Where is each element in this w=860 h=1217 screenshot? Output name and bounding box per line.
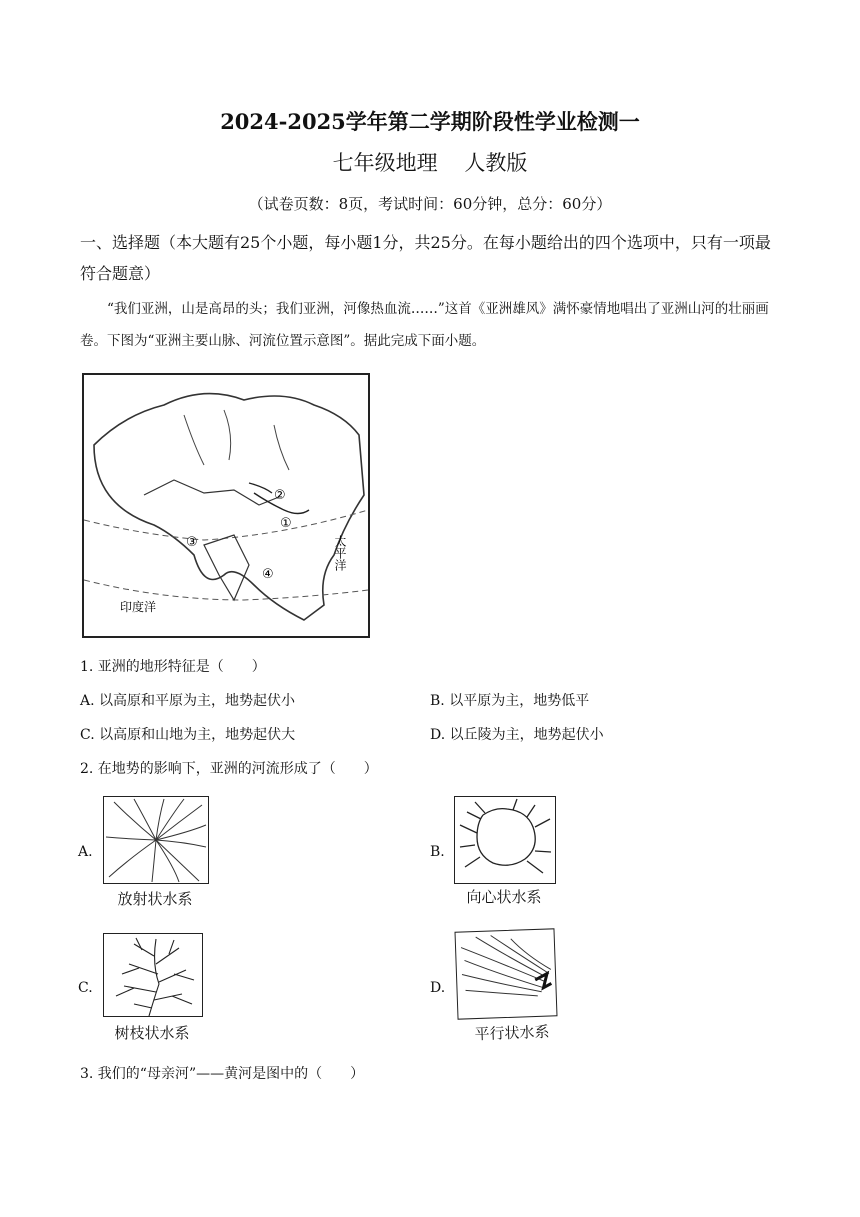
radial-drainage-figure [103,796,209,884]
page-title: 2024-2025学年第二学期阶段性学业检测一 [220,109,640,134]
map-marker-4: ④ [262,567,274,582]
page-subtitle: 七年级地理 人教版 [332,151,528,175]
radial-drainage-caption: 放射状水系 [117,890,193,908]
centripetal-drainage-figure [454,796,556,884]
asia-map-drawing [84,375,368,636]
question-2-option-a[interactable]: A. [78,844,93,860]
centripetal-drainage-caption: 向心状水系 [466,888,542,906]
map-marker-3: ③ [186,535,198,550]
question-2-option-d[interactable]: D. [430,980,446,996]
parallel-drainage-drawing [456,929,557,1018]
asia-map [82,373,370,638]
intro-paragraph: “我们亚洲，山是高昂的头；我们亚洲，河像热血流……”这首《亚洲雄风》满怀豪情地唱出了亚洲山河的壮丽画卷。下图为“亚洲主要山脉、河流位置示意图”。据此完成下面小题。 [80,301,769,349]
question-1-stem: 1. 亚洲的地形特征是（ ） [80,659,266,675]
dendritic-drainage-caption: 树枝状水系 [114,1024,190,1042]
question-1-option-d[interactable]: D. 以丘陵为主，地势起伏小 [430,727,604,743]
pacific-label: 太平洋 [333,535,347,571]
parallel-drainage-figure [454,928,557,1019]
map-marker-1: ① [280,516,292,531]
question-3-stem: 3. 我们的“母亲河”——黄河是图中的（ ） [80,1066,365,1082]
parallel-drainage-caption: 平行状水系 [474,1022,550,1044]
radial-drainage-drawing [104,797,208,883]
question-1-option-a[interactable]: A. 以高原和平原为主，地势起伏小 [80,693,296,709]
centripetal-drainage-drawing [455,797,555,883]
dendritic-drainage-figure [103,933,203,1017]
section-heading: 一、选择题（本大题有25个小题，每小题1分，共25分。在每小题给出的四个选项中，只有一项最符合题意） [80,233,771,283]
indian-ocean-label: 印度洋 [120,600,157,614]
question-1-option-b[interactable]: B. 以平原为主，地势低平 [430,693,590,709]
map-marker-2: ② [274,488,286,503]
question-2-option-b[interactable]: B. [430,844,445,860]
dendritic-drainage-drawing [104,934,202,1016]
question-1-option-c[interactable]: C. 以高原和山地为主，地势起伏大 [80,727,296,743]
exam-meta: （试卷页数：8页，考试时间：60分钟，总分：60分） [248,195,612,213]
question-2-option-c[interactable]: C. [78,980,93,996]
question-2-stem: 2. 在地势的影响下，亚洲的河流形成了（ ） [80,761,378,777]
